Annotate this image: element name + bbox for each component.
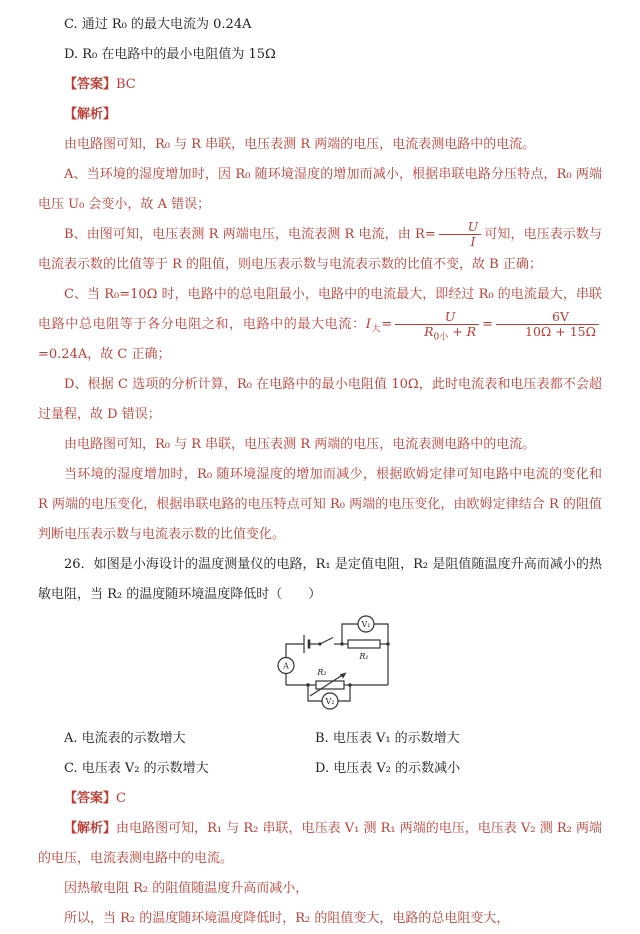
junction-dot	[386, 642, 389, 645]
explain-c-text-post: =0.24A，故 C 正确；	[38, 347, 171, 362]
q26-explain-p3: 所以，当 R₂ 的温度随环境温度降低时，R₂ 的阻值变大，电路的总电阻变大，	[64, 911, 510, 926]
current-symbol: I	[365, 317, 371, 332]
answer-value: BC	[116, 77, 136, 92]
wire-v1-right	[374, 624, 388, 644]
rheostat-r2-icon	[316, 681, 344, 689]
resistor-symbol: R	[424, 324, 434, 339]
analysis-label: 【解析】	[64, 107, 117, 122]
q26-option-c: C. 电压表 V₂ 的示数增大	[64, 761, 209, 776]
q26-stem: 26．如图是小海设计的温度测量仪的电路，R₁ 是定值电阻，R₂ 是阻值随温度升高而减小的热敏电阻，当 R₂ 的温度随环境温度降低时（ ）	[38, 557, 602, 602]
wire-top-left	[286, 644, 304, 657]
q26-explain-p1	[38, 814, 602, 874]
q26-options-row-2	[38, 754, 602, 784]
q25-analysis-line	[38, 100, 602, 130]
equals-sign-2: =	[482, 317, 494, 332]
explain-c-text-pre: C、当 R₀=10Ω 时，电路中的总电阻最小，电路中的电流最大，即经过 R₀ 的电流最大，串联电路中总电阻等于各分电阻之和，电路中的最大电流：	[38, 287, 602, 332]
analysis-label: 【解析】	[64, 821, 117, 836]
fraction-u-over-r	[395, 309, 479, 343]
fraction-numerator: 6V	[496, 310, 599, 325]
explain-text: 由电路图可知，R₁ 与 R₂ 串联，电压表 V₁ 测 R₁ 两端的电压，电压表 V₂ 测 R₂ 两端的电压，电流表测电路中的电流。	[38, 821, 602, 866]
voltmeter-v1-label: V₁	[361, 620, 371, 629]
junction-dot	[340, 642, 343, 645]
denominator-rest: + R	[448, 324, 477, 339]
fraction-denominator: 10Ω + 15Ω	[525, 324, 596, 339]
explain-b-text-pre: B、由图可知，电压表测 R 两端电压，电流表测 R 电流，由 R=	[64, 227, 436, 242]
fraction-denominator	[395, 324, 479, 343]
circuit-svg	[276, 614, 400, 714]
answer-value: C	[116, 791, 126, 806]
q26-options-row-1	[38, 724, 602, 754]
q25-explain-b	[38, 220, 602, 280]
circuit-diagram	[276, 614, 602, 720]
junction-dot	[348, 683, 351, 686]
voltmeter-v2-label: V₂	[325, 697, 335, 706]
answer-label: 【答案】	[64, 791, 117, 806]
q25-option-c: C. 通过 R₀ 的最大电流为 0.24A	[64, 17, 252, 32]
q26-option-a: A. 电流表的示数增大	[64, 731, 186, 746]
q25-answer-line	[38, 70, 602, 100]
q25-explain-a: A、当环境的湿度增加时，因 R₀ 随环境湿度的增加而减小，根据串联电路分压特点，R₀ 两端电压 U₀ 会变小，故 A 错误；	[38, 167, 602, 212]
rheostat-r2-label: R₂	[317, 668, 327, 677]
q25-explain-intro: 由电路图可知，R₀ 与 R 串联，电压表测 R 两端的电压，电流表测电路中的电流。	[64, 137, 536, 152]
fraction-values	[496, 310, 599, 339]
fraction-denominator: I	[470, 234, 476, 249]
q26-option-d: D. 电压表 V₂ 的示数减小	[315, 761, 461, 776]
current-subscript: 大	[370, 324, 382, 335]
resistor-r1-label: R₁	[359, 652, 369, 661]
q26-explain-p2: 因热敏电阻 R₂ 的阻值随温度升高而减小，	[64, 881, 309, 896]
equals-sign-1: =	[381, 317, 393, 332]
q25-option-d: D. R₀ 在电路中的最小电阻值为 15Ω	[64, 47, 276, 62]
junction-dot	[306, 683, 309, 686]
answer-label: 【答案】	[64, 77, 117, 92]
fraction-numerator: U	[439, 220, 482, 235]
wire-v1-left	[342, 624, 358, 644]
resistor-r1-icon	[348, 640, 380, 648]
switch-pivot-dot	[318, 642, 321, 645]
rheostat-arrow-head-icon	[340, 672, 347, 678]
ammeter-label: A	[283, 661, 289, 671]
fraction-numerator: U	[395, 310, 479, 325]
q25-explain-summary: 当环境的湿度增加时，R₀ 随环境湿度的增加而减少，根据欧姆定律可知电路中电流的变化和 R 两端的电压变化，根据串联电路的电压特点可知 R₀ 两端的电压变化，由欧姆定律结合 R 的阻值判断电压表示数与电流表示数的比值变化。	[38, 467, 602, 542]
q25-explain-c	[38, 280, 602, 370]
q26-answer-line	[38, 784, 602, 814]
switch-blade-icon	[320, 638, 333, 645]
fraction-u-over-i	[439, 220, 482, 249]
resistor-subscript: 0小	[433, 332, 449, 343]
q26-option-b: B. 电压表 V₁ 的示数增大	[315, 731, 460, 746]
q25-explain-d: D、根据 C 选项的分析计算，R₀ 在电路中的最小电阻值 10Ω，此时电流表和电压表都不会超过量程，故 D 错误；	[38, 377, 602, 422]
explain-b-text-post: 可知，电压表示数与电流表示数的比值等于 R 的阻值，则电压表示数与电流表示数的比值不变，故 B 正确；	[38, 227, 602, 272]
q25-explain-repeat: 由电路图可知，R₀ 与 R 串联，电压表测 R 两端的电压，电流表测电路中的电流。	[64, 437, 536, 452]
